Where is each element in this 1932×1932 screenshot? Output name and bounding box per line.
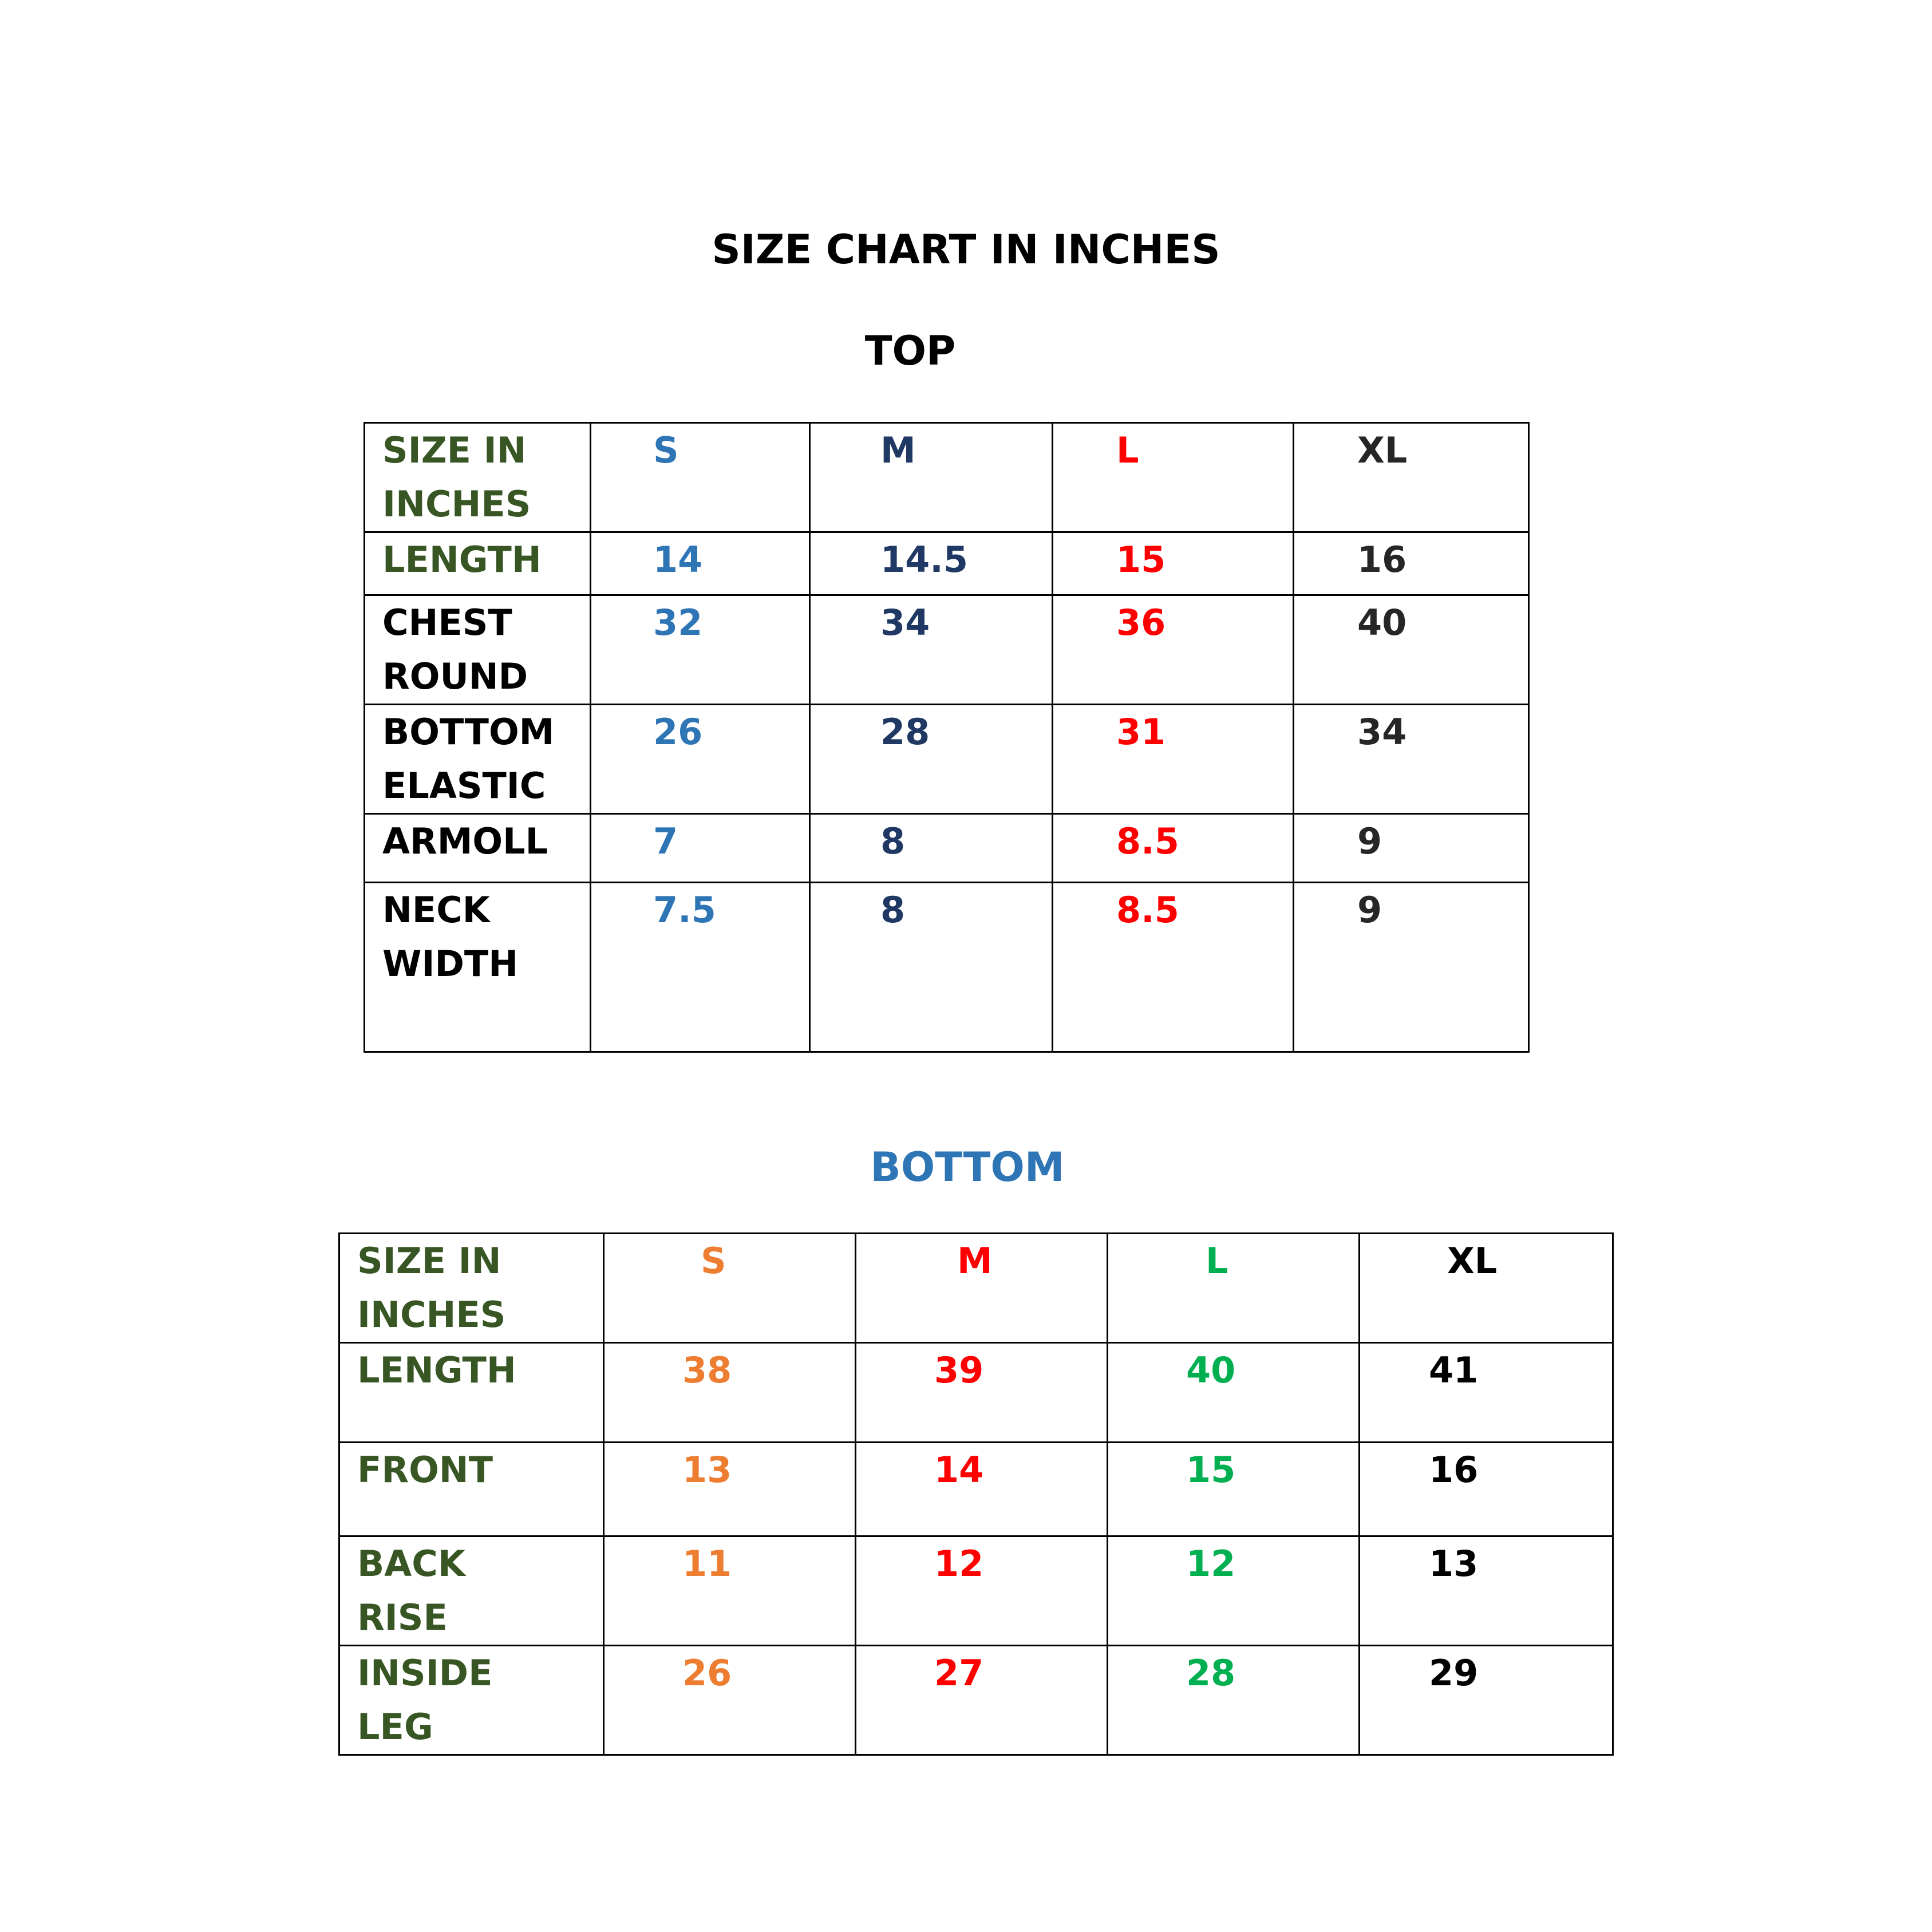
value-cell-l: 12 xyxy=(1108,1536,1360,1646)
row-label-text: BOTTOM ELASTIC xyxy=(382,711,555,807)
value-cell-l: 36 xyxy=(1053,595,1294,705)
value-cell-s: 26 xyxy=(604,1646,856,1755)
size-header-s: S xyxy=(604,1234,856,1343)
size-header-m: M xyxy=(856,1234,1108,1343)
row-label-text: INSIDE LEG xyxy=(357,1652,493,1748)
table-row xyxy=(365,532,1529,595)
bottom-size-table xyxy=(338,1232,1614,1756)
value-cell-m: 8 xyxy=(810,814,1053,883)
value-cell-s: 26 xyxy=(591,705,810,814)
row-label xyxy=(365,532,591,595)
value-cell-xl: 40 xyxy=(1294,595,1529,705)
row-label-text: ARMOLL xyxy=(382,820,548,862)
value-cell-s: 38 xyxy=(604,1343,856,1443)
value-cell-m: 34 xyxy=(810,595,1053,705)
size-header-l: L xyxy=(1053,423,1294,532)
value-cell-l: 15 xyxy=(1108,1443,1360,1536)
row-label xyxy=(339,1536,604,1646)
value-cell-m: 39 xyxy=(856,1343,1108,1443)
value-cell-m: 27 xyxy=(856,1646,1108,1755)
top-size-table xyxy=(364,422,1530,1053)
table-header-row xyxy=(339,1234,1613,1343)
value-cell-m: 8 xyxy=(810,883,1053,1052)
row-label-text: FRONT xyxy=(357,1449,493,1491)
value-cell-m: 12 xyxy=(856,1536,1108,1646)
size-header-xl: XL xyxy=(1360,1234,1613,1343)
size-header-m: M xyxy=(810,423,1053,532)
value-cell-s: 7.5 xyxy=(591,883,810,1052)
value-cell-m: 14 xyxy=(856,1443,1108,1536)
bottom-section-title: BOTTOM xyxy=(870,1144,1065,1191)
top-section-title: TOP xyxy=(864,327,956,374)
table-row xyxy=(365,883,1529,1052)
value-cell-xl: 29 xyxy=(1360,1646,1613,1755)
table-row xyxy=(365,705,1529,814)
value-cell-xl: 9 xyxy=(1294,814,1529,883)
value-cell-l: 28 xyxy=(1108,1646,1360,1755)
table-row xyxy=(339,1646,1613,1755)
value-cell-l: 31 xyxy=(1053,705,1294,814)
value-cell-m: 14.5 xyxy=(810,532,1053,595)
size-header-l: L xyxy=(1108,1234,1360,1343)
row-label-text: CHEST ROUND xyxy=(382,602,528,697)
row-label xyxy=(365,883,591,1052)
value-cell-xl: 16 xyxy=(1294,532,1529,595)
row-label xyxy=(365,595,591,705)
value-cell-s: 14 xyxy=(591,532,810,595)
value-cell-m: 28 xyxy=(810,705,1053,814)
row-label-text: BACK RISE xyxy=(357,1543,465,1638)
table-row xyxy=(339,1343,1613,1443)
row-label xyxy=(339,1443,604,1536)
row-label xyxy=(339,1343,604,1443)
value-cell-l: 8.5 xyxy=(1053,814,1294,883)
value-cell-xl: 9 xyxy=(1294,883,1529,1052)
row-label xyxy=(365,705,591,814)
table-row xyxy=(365,814,1529,883)
value-cell-xl: 41 xyxy=(1360,1343,1613,1443)
table-row xyxy=(339,1443,1613,1536)
value-cell-l: 15 xyxy=(1053,532,1294,595)
header-label xyxy=(339,1234,604,1343)
value-cell-l: 40 xyxy=(1108,1343,1360,1443)
table-row xyxy=(365,595,1529,705)
header-label xyxy=(365,423,591,532)
table-header-row xyxy=(365,423,1529,532)
size-header-s: S xyxy=(591,423,810,532)
page-title: SIZE CHART IN INCHES xyxy=(712,226,1220,273)
table-row xyxy=(339,1536,1613,1646)
row-label-text: LENGTH xyxy=(382,539,542,580)
row-label xyxy=(365,814,591,883)
header-label-text: SIZE IN INCHES xyxy=(357,1240,506,1336)
value-cell-s: 13 xyxy=(604,1443,856,1536)
value-cell-s: 7 xyxy=(591,814,810,883)
value-cell-s: 11 xyxy=(604,1536,856,1646)
header-label-text: SIZE IN INCHES xyxy=(382,429,531,525)
value-cell-s: 32 xyxy=(591,595,810,705)
row-label-text: NECK WIDTH xyxy=(382,889,519,985)
size-header-xl: XL xyxy=(1294,423,1529,532)
row-label-text: LENGTH xyxy=(357,1349,516,1391)
row-label xyxy=(339,1646,604,1755)
value-cell-xl: 34 xyxy=(1294,705,1529,814)
value-cell-l: 8.5 xyxy=(1053,883,1294,1052)
value-cell-xl: 13 xyxy=(1360,1536,1613,1646)
value-cell-xl: 16 xyxy=(1360,1443,1613,1536)
